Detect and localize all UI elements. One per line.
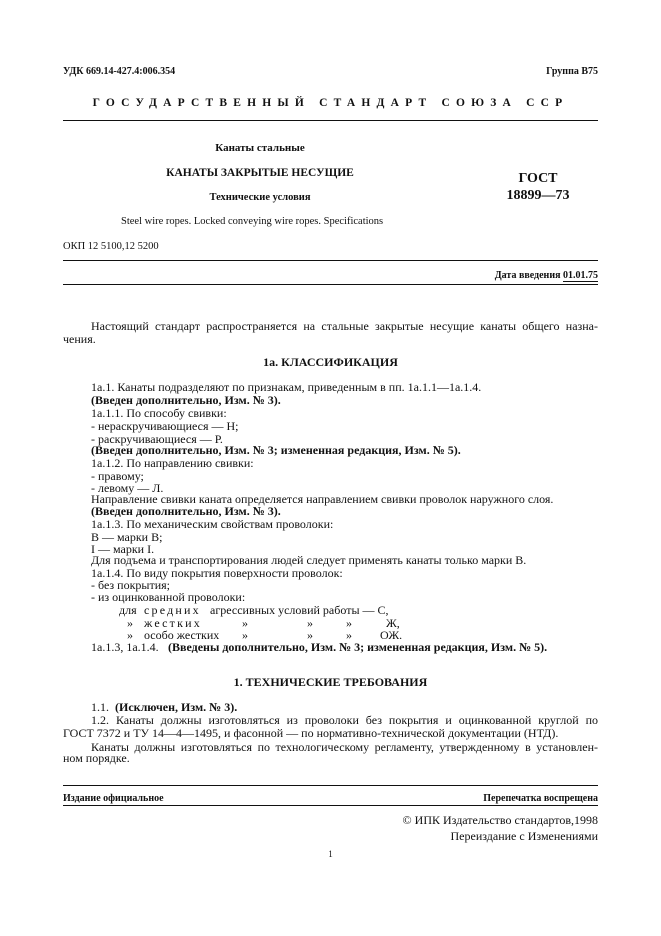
ditto-mark: » <box>242 616 248 630</box>
amendment-note: (Введен дополнительно, Изм. № 3). <box>91 504 281 518</box>
amendment-note: (Исключен, Изм. № 3). <box>115 700 238 714</box>
ditto-mark: » <box>127 628 133 642</box>
coating-row-text: Ж, <box>386 616 400 630</box>
official-edition-label: Издание официальное <box>63 793 164 804</box>
list-item: - левому — Л. <box>91 481 164 495</box>
paragraph: Канаты должны изготовляться по технологическому регламенту, утвержденному в установлен- <box>91 740 598 754</box>
list-item: В — марки В; <box>91 530 163 544</box>
list-item: - из оцинкованной проволоки: <box>91 590 246 604</box>
coating-row-text: жестких <box>144 616 202 630</box>
section-heading-classification: 1а. КЛАССИФИКАЦИЯ <box>263 355 398 369</box>
document-title: КАНАТЫ ЗАКРЫТЫЕ НЕСУЩИЕ <box>166 167 354 179</box>
amendment-note: (Введены дополнительно, Изм. № 3; измененная редакция, Изм. № 5). <box>168 640 548 654</box>
text-line: Для подъема и транспортирования людей следует применять канаты только марки В. <box>91 553 527 567</box>
okp-code: ОКП 12 5100,12 5200 <box>63 241 159 252</box>
document-subtitle: Технические условия <box>209 192 311 203</box>
amendment-note: (Введен дополнительно, Изм. № 3). <box>91 393 281 407</box>
list-item: I — марки I. <box>91 542 155 556</box>
english-title: Steel wire ropes. Locked conveying wire ropes. Specifications <box>121 216 384 227</box>
ditto-mark: » <box>307 616 313 630</box>
paragraph-end: ном порядке. <box>63 751 130 765</box>
copyright-line: © ИПК Издательство стандартов,1998 <box>402 813 598 827</box>
date-value: 01.01.75 <box>563 270 598 281</box>
date-label: Дата введения <box>494 270 561 281</box>
clause-1-2: 1.2. Канаты должны изготовляться из проволоки без покрытия и оцинкованной круглой по <box>91 713 598 727</box>
ditto-mark: » <box>346 616 352 630</box>
clause-1a1: 1а.1. Канаты подразделяют по признакам, приведенным в пп. 1а.1.1—1а.1.4. <box>91 380 482 394</box>
text-line: Направление свивки каната определяется направлением свивки проволок наружного слоя. <box>91 492 554 506</box>
date-rule <box>63 284 598 285</box>
clause-1a12: 1а.1.2. По направлению свивки: <box>91 456 254 470</box>
amendment-note: (Введен дополнительно, Изм. № 3; измененная редакция, Изм. № 5). <box>91 443 461 457</box>
footer-rule-bottom <box>63 805 598 806</box>
intro-paragraph-end: чения. <box>63 332 96 346</box>
clause-1a13: 1а.1.3. По механическим свойствам проволоки: <box>91 517 334 531</box>
gost-number: 18899—73 <box>506 188 570 203</box>
reprint-prohibited-label: Перепечатка воспрещена <box>483 793 598 804</box>
ditto-mark: » <box>127 616 133 630</box>
clause-reference: 1а.1.3, 1а.1.4. <box>91 640 159 654</box>
ditto-mark: » <box>346 628 352 642</box>
udk-code: УДК 669.14-427.4:006.354 <box>63 66 176 77</box>
document-category: Канаты стальные <box>215 142 305 154</box>
title-rule <box>63 260 598 261</box>
list-item: - раскручивающиеся — Р. <box>91 432 223 446</box>
ditto-mark: » <box>307 628 313 642</box>
intro-paragraph: Настоящий стандарт распространяется на стальные закрытые несущие канаты общего назна- <box>91 319 598 333</box>
clause-1-2-cont: ГОСТ 7372 и ТУ 14—4—1495, и фасонной — по нормативно-технической документации (НТД). <box>63 726 559 740</box>
header-rule <box>63 120 598 121</box>
ditto-mark: » <box>242 628 248 642</box>
page-number: 1 <box>328 849 333 859</box>
state-standard-heading: ГОСУДАРСТВЕННЫЙ СТАНДАРТ СОЮЗА ССР <box>92 97 569 109</box>
coating-row-text: для <box>119 603 137 617</box>
coating-row-text: агрессивных условий работы — С, <box>210 603 389 617</box>
coating-row-text: средних <box>144 603 201 617</box>
section-heading-technical: 1. ТЕХНИЧЕСКИЕ ТРЕБОВАНИЯ <box>233 675 428 689</box>
reissue-line: Переиздание с Изменениями <box>450 829 598 843</box>
list-item: - правому; <box>91 469 144 483</box>
group-code: Группа В75 <box>546 66 598 77</box>
clause-1-1: 1.1. <box>91 700 109 714</box>
clause-1a14: 1а.1.4. По виду покрытия поверхности проволок: <box>91 566 343 580</box>
footer-rule <box>63 785 598 786</box>
list-item: - нераскручивающиеся — Н; <box>91 419 239 433</box>
list-item: - без покрытия; <box>91 578 170 592</box>
clause-1a11: 1а.1.1. По способу свивки: <box>91 406 227 420</box>
coating-row-text: ОЖ. <box>380 628 403 642</box>
coating-row-text: особо жестких <box>144 628 220 642</box>
gost-label: ГОСТ <box>518 171 558 186</box>
introduction-date <box>495 269 598 283</box>
